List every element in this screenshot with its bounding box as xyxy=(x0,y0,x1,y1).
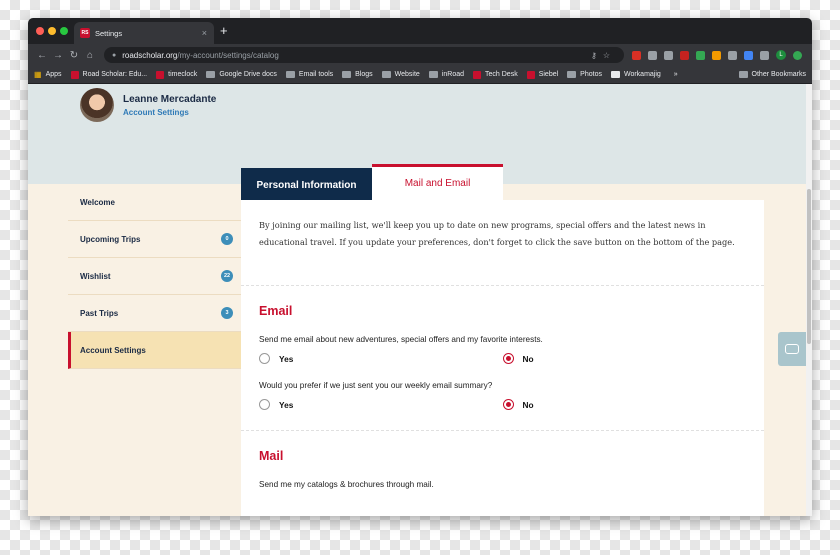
reload-icon[interactable]: ↻ xyxy=(69,49,79,61)
bookmarks-bar xyxy=(28,66,812,84)
home-icon[interactable]: ⌂ xyxy=(86,49,94,61)
folder-icon xyxy=(739,71,748,78)
extension-icon[interactable] xyxy=(664,51,673,60)
catalogs-mail-question: Send me my catalogs & brochures through mail. xyxy=(259,480,434,489)
bookmark-other[interactable]: Other Bookmarks xyxy=(739,71,806,78)
extension-icon[interactable] xyxy=(648,51,657,60)
url-path: /my-account/settings/catalog xyxy=(177,50,279,60)
bookmark-timeclock[interactable]: timeclock xyxy=(156,71,197,79)
extension-icon[interactable] xyxy=(793,51,802,60)
bookmark-email-tools[interactable]: Email tools xyxy=(286,71,333,78)
bookmark-road-scholar[interactable]: Road Scholar: Edu... xyxy=(71,71,148,79)
rs-icon xyxy=(71,71,79,79)
radio-unchecked[interactable] xyxy=(259,399,270,410)
weekly-summary-yes-option[interactable]: Yes xyxy=(259,399,503,410)
browser-toolbar xyxy=(28,44,812,66)
radio-unchecked[interactable] xyxy=(259,353,270,364)
apps-grid-icon: ▦ xyxy=(34,70,42,79)
email-offers-question: Send me email about new adventures, special offers and my favorite interests. xyxy=(259,335,543,344)
close-window-button[interactable] xyxy=(36,27,44,35)
extension-icon[interactable] xyxy=(632,51,641,60)
sidebar-item-wishlist[interactable] xyxy=(68,258,241,295)
bookmark-siebel[interactable]: Siebel xyxy=(527,71,558,79)
sidebar-item-label: Account Settings xyxy=(80,345,146,355)
chat-bubble-icon xyxy=(785,344,799,354)
settings-tabs xyxy=(241,164,503,202)
extension-icon[interactable] xyxy=(744,51,753,60)
sidebar-item-label: Past Trips xyxy=(80,308,119,318)
rs-icon xyxy=(473,71,481,79)
back-icon[interactable]: ← xyxy=(37,49,47,61)
intro-text: By joining our mailing list, we'll keep you up to date on new programs, special offers and the latest news in educational travel. If you update your preferences, don't forget to click the save button on the bottom of the page. xyxy=(241,200,764,286)
mail-section-title: Mail xyxy=(259,449,284,463)
workamajig-icon xyxy=(611,71,620,78)
sidebar-item-label: Upcoming Trips xyxy=(80,234,141,244)
page-content xyxy=(28,84,812,516)
folder-icon xyxy=(206,71,215,78)
account-settings-link[interactable]: Account Settings xyxy=(123,108,189,117)
chat-widget-button[interactable] xyxy=(778,332,806,366)
more-bookmarks-chevron-icon[interactable]: » xyxy=(673,71,678,78)
browser-tab-settings[interactable] xyxy=(74,22,214,44)
radio-checked[interactable] xyxy=(503,399,514,410)
sidebar-item-upcoming-trips[interactable] xyxy=(68,221,241,258)
tab-personal-information[interactable]: Personal Information xyxy=(241,168,372,202)
email-offers-options xyxy=(259,353,746,364)
email-offers-yes-option[interactable]: Yes xyxy=(259,353,503,364)
tab-title: Settings xyxy=(95,28,123,38)
lock-icon: ● xyxy=(112,51,117,59)
siebel-icon xyxy=(527,71,535,79)
user-name: Leanne Mercadante xyxy=(123,94,217,105)
section-divider xyxy=(241,430,764,431)
count-badge: 3 xyxy=(221,307,233,319)
minimize-window-button[interactable] xyxy=(48,27,56,35)
bookmark-google-drive-docs[interactable]: Google Drive docs xyxy=(206,71,277,78)
weekly-summary-no-option[interactable]: No xyxy=(503,399,747,410)
sidebar-item-label: Welcome xyxy=(80,197,115,207)
bookmark-website[interactable]: Website xyxy=(382,71,420,78)
count-badge: 22 xyxy=(221,270,233,282)
key-star-icons[interactable]: ⚷☆ xyxy=(590,50,616,60)
count-badge: 0 xyxy=(221,233,233,245)
sidebar-item-welcome[interactable] xyxy=(68,184,241,221)
user-avatar xyxy=(80,88,114,122)
extension-icon[interactable] xyxy=(760,51,769,60)
extension-icon[interactable] xyxy=(712,51,721,60)
email-section-title: Email xyxy=(259,304,293,318)
bookmark-blogs[interactable]: Blogs xyxy=(342,71,373,78)
new-tab-button[interactable]: + xyxy=(220,23,228,38)
tab-strip xyxy=(28,18,812,44)
scrollbar-thumb[interactable] xyxy=(807,189,811,344)
extensions-area xyxy=(632,50,802,60)
weekly-summary-options xyxy=(259,399,746,410)
sidebar-item-label: Wishlist xyxy=(80,271,111,281)
bookmark-tech-desk[interactable]: Tech Desk xyxy=(473,71,518,79)
extension-icon[interactable] xyxy=(680,51,689,60)
folder-icon xyxy=(342,71,351,78)
address-bar[interactable] xyxy=(104,47,624,63)
mail-section xyxy=(241,449,764,489)
browser-window xyxy=(28,18,812,516)
forward-icon[interactable]: → xyxy=(53,49,63,61)
email-section xyxy=(241,304,764,410)
maximize-window-button[interactable] xyxy=(60,27,68,35)
bookmark-inroad[interactable]: inRoad xyxy=(429,71,464,78)
extension-icon[interactable] xyxy=(728,51,737,60)
folder-icon xyxy=(286,71,295,78)
weekly-summary-question: Would you prefer if we just sent you our weekly email summary? xyxy=(259,381,493,390)
bookmark-workamajig[interactable]: Workamajig xyxy=(611,71,661,78)
tab-mail-and-email[interactable]: Mail and Email xyxy=(372,164,503,200)
rs-favicon-icon: RS xyxy=(81,30,89,36)
folder-icon xyxy=(429,71,438,78)
clock-icon xyxy=(156,71,164,79)
radio-checked[interactable] xyxy=(503,353,514,364)
mail-settings-panel xyxy=(241,200,764,516)
email-offers-no-option[interactable]: No xyxy=(503,353,747,364)
extension-icon[interactable] xyxy=(696,51,705,60)
sidebar-item-past-trips[interactable] xyxy=(68,295,241,332)
folder-icon xyxy=(567,71,576,78)
bookmark-photos[interactable]: Photos xyxy=(567,71,602,78)
sidebar-item-account-settings[interactable] xyxy=(68,332,241,369)
url-domain: roadscholar.org xyxy=(122,50,178,60)
folder-icon xyxy=(382,71,391,78)
profile-avatar[interactable]: L xyxy=(776,50,786,60)
page-scrollbar[interactable] xyxy=(806,84,812,516)
bookmark-apps[interactable]: ▦ Apps xyxy=(34,70,62,79)
close-tab-icon[interactable]: × xyxy=(201,28,207,38)
account-sidebar xyxy=(68,184,241,369)
